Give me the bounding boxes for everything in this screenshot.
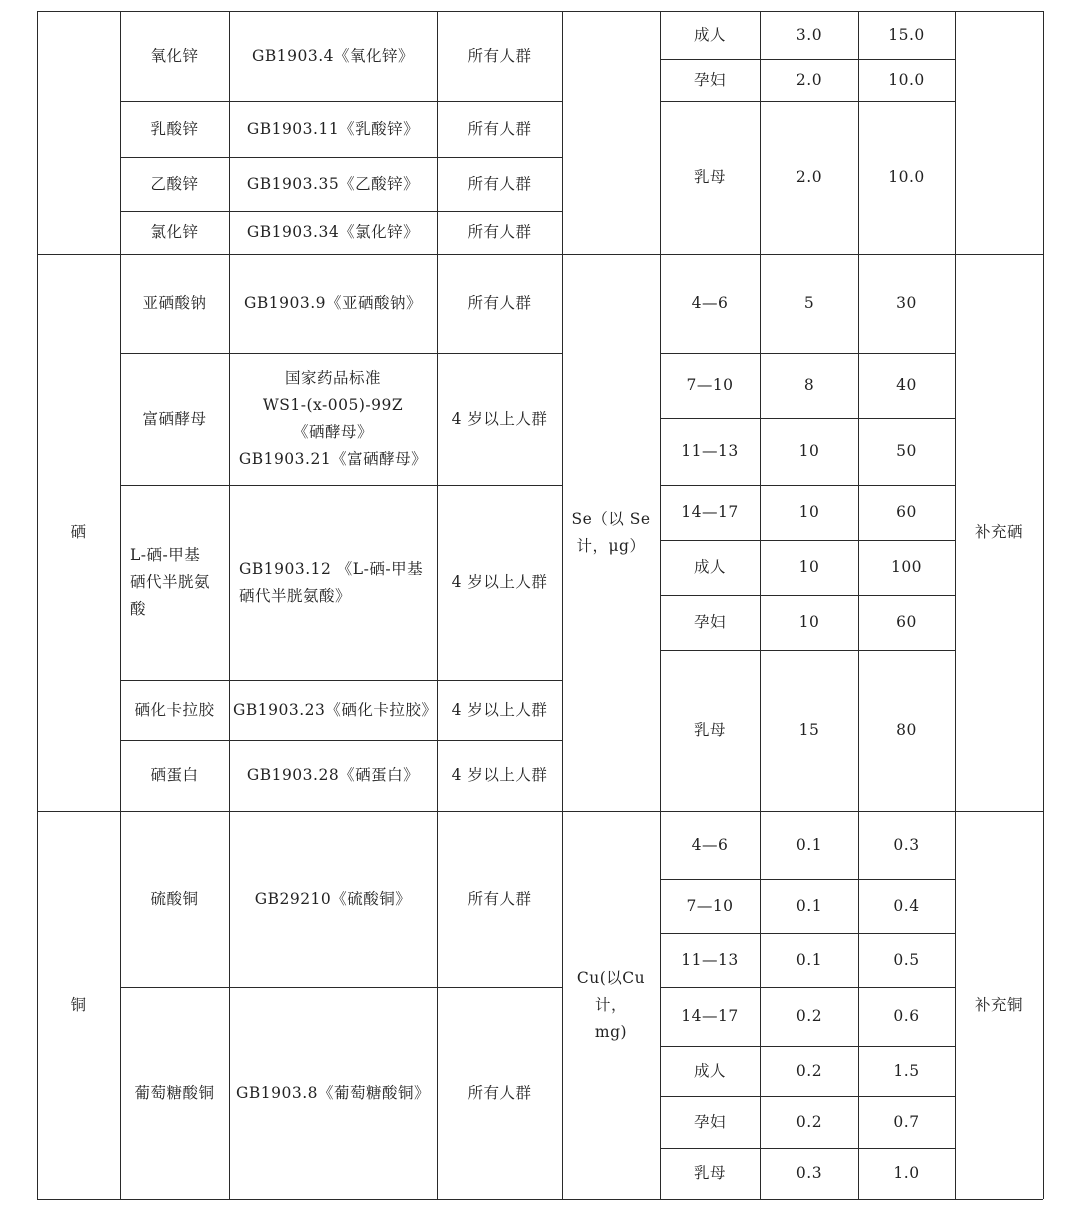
table-rule-vertical [1043, 11, 1044, 1199]
population-cell: 所有人群 [467, 294, 532, 312]
max-value-cell: 0.4 [893, 896, 920, 915]
max-value-cell: 10.0 [888, 70, 925, 89]
max-value-cell: 1.5 [893, 1061, 920, 1080]
population-cell: 所有人群 [467, 889, 532, 908]
purpose-cell: 补充铜 [974, 995, 1023, 1014]
age-group-cell: 4—6 [691, 294, 729, 312]
max-value-cell: 15.0 [888, 25, 925, 44]
population-cell: 所有人群 [467, 223, 532, 241]
age-group-cell: 11—13 [681, 442, 739, 460]
element-cell: 铜 [70, 995, 87, 1014]
age-group-cell: 成人 [693, 25, 726, 44]
age-group-cell: 孕妇 [693, 70, 726, 89]
max-value-cell: 40 [896, 376, 917, 394]
purpose-cell [955, 11, 1043, 254]
min-value-cell: 0.1 [795, 835, 823, 854]
min-value-cell: 0.2 [795, 1061, 823, 1080]
table-rule-horizontal [37, 1199, 1043, 1200]
compound-name-cell: 氧化锌 [150, 46, 199, 65]
min-value-cell: 2.0 [795, 168, 823, 186]
age-group-cell: 乳母 [693, 168, 726, 186]
max-value-cell: 30 [896, 294, 917, 312]
age-group-cell: 14—17 [681, 1007, 739, 1025]
purpose-cell: 补充硒 [974, 523, 1023, 541]
max-value-cell: 0.6 [893, 1007, 920, 1025]
unit-cell [562, 11, 660, 254]
max-value-cell: 80 [896, 721, 917, 739]
compound-name-cell: 硒蛋白 [150, 766, 199, 784]
standard-cell: 国家药品标准 WS1-(x-005)-99Z 《硒酵母》 GB1903.21《富硒酵母》 [238, 369, 428, 468]
compound-name-cell: 亚硒酸钠 [142, 294, 207, 312]
age-group-cell: 7—10 [686, 376, 734, 394]
population-cell: 4 岁以上人群 [451, 573, 548, 591]
standard-cell: GB29210《硫酸铜》 [254, 889, 412, 908]
min-value-cell: 0.2 [795, 1007, 823, 1025]
age-group-cell: 乳母 [693, 1164, 726, 1182]
population-cell: 所有人群 [467, 119, 532, 138]
max-value-cell: 1.0 [893, 1164, 920, 1182]
min-value-cell: 10 [798, 613, 820, 631]
standard-cell: GB1903.28《硒蛋白》 [246, 766, 420, 784]
max-value-cell: 60 [896, 503, 917, 521]
population-cell: 所有人群 [467, 1083, 532, 1102]
min-value-cell: 10 [798, 558, 820, 576]
min-value-cell: 0.2 [795, 1112, 823, 1131]
age-group-cell: 7—10 [686, 896, 734, 915]
max-value-cell: 0.3 [893, 835, 920, 854]
compound-name-cell: 葡萄糖酸铜 [134, 1083, 215, 1102]
age-group-cell: 孕妇 [693, 613, 726, 631]
max-value-cell: 10.0 [888, 168, 925, 186]
element-cell [37, 11, 120, 254]
compound-name-cell: 硒化卡拉胶 [134, 700, 215, 719]
unit-cell: Se（以 Se 计，μg） [571, 509, 651, 555]
compound-name-cell: 富硒酵母 [142, 409, 207, 428]
max-value-cell: 0.5 [893, 950, 920, 969]
age-group-cell: 14—17 [681, 503, 739, 521]
standard-cell: GB1903.23《硒化卡拉胶》 [233, 700, 438, 719]
max-value-cell: 60 [896, 613, 917, 631]
min-value-cell: 15 [798, 721, 820, 739]
max-value-cell: 0.7 [893, 1112, 920, 1131]
min-value-cell: 5 [803, 294, 815, 312]
min-value-cell: 0.1 [795, 950, 823, 969]
compound-name-cell: 氯化锌 [150, 223, 199, 241]
standard-cell: GB1903.9《亚硒酸钠》 [243, 294, 422, 312]
age-group-cell: 4—6 [691, 835, 729, 854]
compound-name-cell: 乙酸锌 [150, 174, 199, 193]
standard-cell: GB1903.11《乳酸锌》 [246, 119, 420, 138]
compound-name-cell: 硫酸铜 [150, 889, 199, 908]
min-value-cell: 2.0 [795, 70, 823, 89]
age-group-cell: 11—13 [681, 950, 739, 969]
max-value-cell: 50 [896, 442, 917, 460]
min-value-cell: 10 [798, 442, 820, 460]
population-cell: 所有人群 [467, 174, 532, 193]
age-group-cell: 孕妇 [693, 1112, 726, 1131]
age-group-cell: 成人 [693, 1061, 726, 1080]
population-cell: 4 岁以上人群 [451, 766, 548, 784]
age-group-cell: 乳母 [693, 721, 726, 739]
population-cell: 所有人群 [467, 46, 532, 65]
max-value-cell: 100 [890, 558, 923, 576]
min-value-cell: 0.1 [795, 896, 823, 915]
population-cell: 4 岁以上人群 [451, 409, 548, 428]
min-value-cell: 3.0 [795, 25, 823, 44]
min-value-cell: 10 [798, 503, 820, 521]
min-value-cell: 8 [803, 376, 815, 394]
compound-name-cell: 乳酸锌 [150, 119, 199, 138]
population-cell: 4 岁以上人群 [451, 700, 548, 719]
standard-cell: GB1903.4《氧化锌》 [251, 46, 414, 65]
element-cell: 硒 [70, 523, 87, 541]
standard-cell: GB1903.8《葡萄糖酸铜》 [235, 1083, 430, 1102]
age-group-cell: 成人 [693, 558, 726, 576]
standard-cell: GB1903.12 《L-硒-甲基 硒代半胱氨酸》 [239, 559, 424, 605]
standard-cell: GB1903.34《氯化锌》 [246, 223, 420, 241]
compound-name-cell: L-硒-甲基 硒代半胱氨 酸 [130, 546, 211, 618]
standard-cell: GB1903.35《乙酸锌》 [246, 174, 420, 193]
unit-cell: Cu(以Cu计， mg) [576, 968, 646, 1041]
min-value-cell: 0.3 [795, 1164, 823, 1182]
